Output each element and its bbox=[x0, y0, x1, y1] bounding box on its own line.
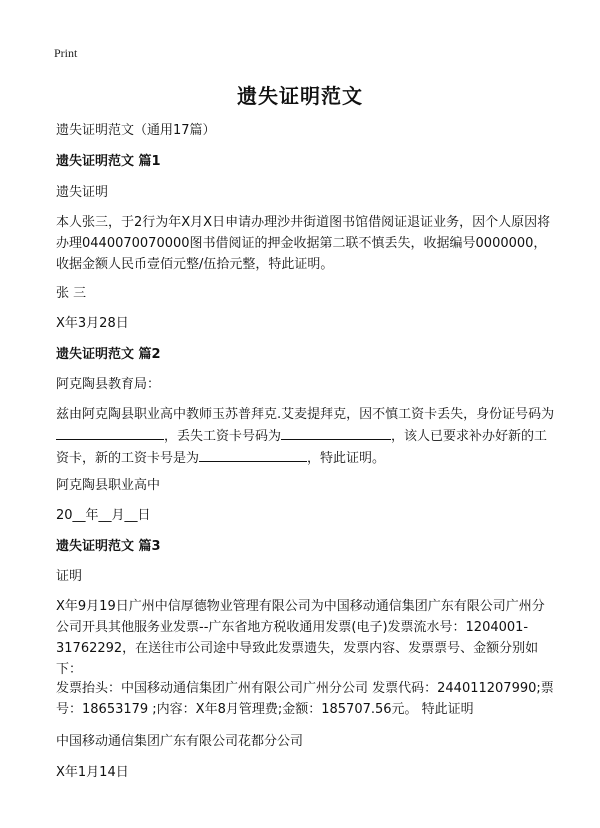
section-1-body: 本人张三，于2行为年X月X日申请办理沙井街道图书馆借阅证退证业务，因个人原因将办理0440070070000图书借阅证的押金收据第二联不慎丢失，收据编号0000000，收据金额人民币壹佰元整/伍拾元整，特此证明。 bbox=[56, 215, 551, 272]
section-3-body: X年9月19日广州中信厚德物业管理有限公司为中国移动通信集团广东有限公司广州分公司开具其他服务业发票--广东省地方税收通用发票(电子)发票流水号：1204001-31762292，在送往市公司途中导致此发票遗失，发票内容、发票票号、金额分别如下： bbox=[56, 599, 545, 677]
section-3-detail: 发票抬头：中国移动通信集团广州有限公司广州分公司 发票代码：244011207990;票号：18653179 ;内容：X年8月管理费;金额：185707.56元。 特此证明 bbox=[56, 681, 554, 717]
id-number-blank bbox=[56, 425, 164, 440]
document-subtitle: 遗失证明范文（通用17篇） bbox=[56, 123, 216, 138]
new-card-number-blank bbox=[199, 447, 307, 462]
section-2-heading: 遗失证明范文 篇2 bbox=[56, 347, 161, 362]
section-2-body-part4: ，特此证明。 bbox=[307, 451, 386, 466]
document-title: 遗失证明范文 bbox=[237, 84, 363, 108]
section-1-signer: 张 三 bbox=[56, 286, 87, 301]
section-1-heading: 遗失证明范文 篇1 bbox=[56, 154, 161, 169]
section-3-signer: 中国移动通信集团广东有限公司花都分公司 bbox=[56, 734, 304, 749]
section-2-body-part1: 兹由阿克陶县职业高中教师玉苏普拜克.艾麦提拜克，因不慎工资卡丢失，身份证号码为 bbox=[56, 407, 555, 422]
section-2-body-part3: ，该人已要求补办好新的工资卡，新的工资卡号是为 bbox=[56, 429, 548, 466]
section-2-body-part2: ，丢失工资卡号码为 bbox=[164, 429, 282, 444]
section-3-date: X年1月14日 bbox=[56, 765, 129, 780]
section-2-body bbox=[56, 404, 556, 469]
print-link[interactable]: Print bbox=[54, 46, 78, 60]
section-1-date: X年3月28日 bbox=[56, 316, 129, 331]
section-2-signer: 阿克陶县职业高中 bbox=[56, 478, 161, 493]
section-2-recipient: 阿克陶县教育局： bbox=[56, 377, 161, 392]
lost-card-number-blank bbox=[281, 425, 391, 440]
section-3-heading: 遗失证明范文 篇3 bbox=[56, 539, 161, 554]
section-2-date: 20__年__月__日 bbox=[56, 508, 151, 523]
section-3-title: 证明 bbox=[56, 569, 83, 584]
section-1-title: 遗失证明 bbox=[56, 185, 109, 200]
